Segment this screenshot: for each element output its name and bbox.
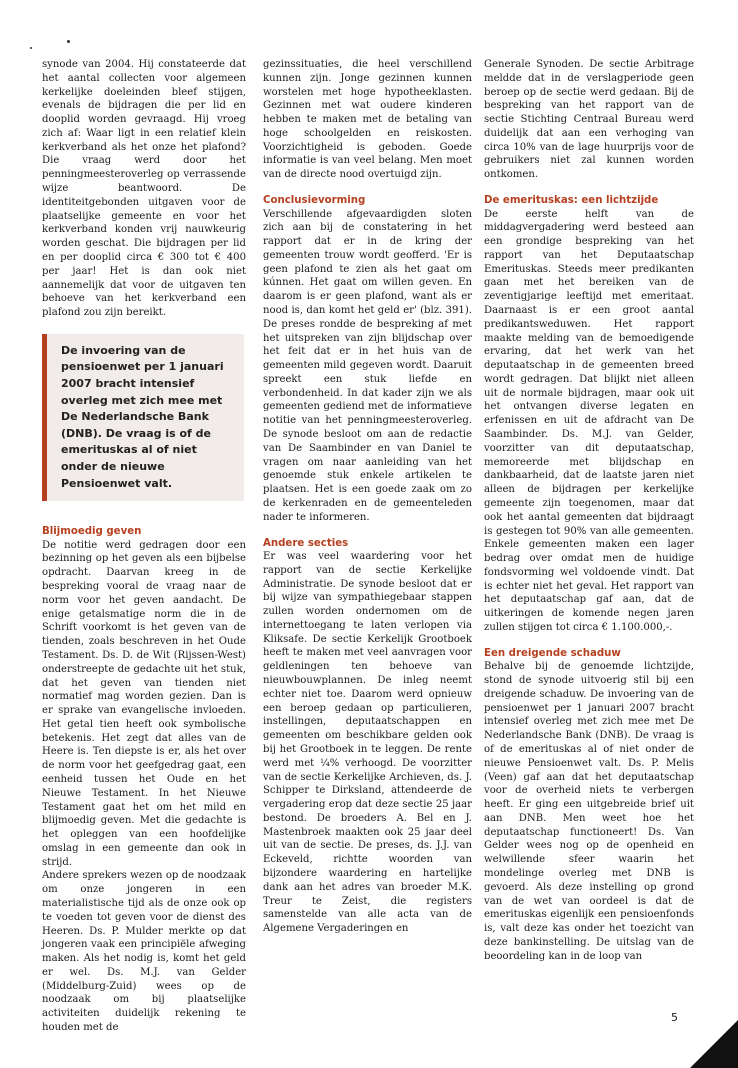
- section-heading-blijmoedig-geven: Blijmoedig geven: [42, 526, 142, 538]
- page-corner-triangle: [690, 1020, 738, 1068]
- body-paragraph: De notitie werd gedragen door een bezinning op het geven als een bijbelse opdracht. Daarvan kreeg in de bespreking vooral de vraag naar de norm voor het geven aandacht. De enige getalsmatige norm die in de Schrift voorkomt is het geven van de tienden, zoals beschreven in het Oude Testament. Ds. D. de Wit (Rijssen-West) onderstreepte de gedachte uit het stuk, dat het geven van tienden niet normatief mag worden gezien. Dan is er sprake van evangelische invloeden. Het getal tien heeft ook symbolische betekenis. Het zegt dat alles van de Heere is. Ten diepste is er, als het over de norm voor het geefgedrag gaat, een eenheid tussen het Oude en het Nieuwe Testament. In het Nieuwe Testament gaat het om het mild en blijmoedig geven. Met die gedachte is het opleggen van een hoofdelijke omslag in een gemeente dan ook in strijd.: [42, 539, 246, 868]
- section-heading-dreigende-schaduw: Een dreigende schaduw: [484, 647, 621, 659]
- body-paragraph: Andere sprekers wezen op de noodzaak om onze jongeren in een materialistische tijd als de onze ook op te voeden tot geven voor de dienst des Heeren. Ds. P. Mulder merkte op dat jongeren vaak een principiële afweging maken. Als het nodig is, komt het geld er wel. Ds. M.J. van Gelder (Middelburg-Zuid) wees op de noodzaak om bij plaatselijke activiteiten duidelijk rekening te houden met de: [42, 870, 246, 1034]
- body-paragraph: Verschillende afgevaardigden sloten zich aan bij de constatering in het rapport dat er in de kring der gemeenten trouw wordt geofferd. 'Er is geen plafond te zien als het gaat om kúnnen. Het gaat om willen geven. En daarom is er geen plafond, want als er nood is, dan komt het geld er' (blz. 391). De preses rondde de bespreking af met het uitspreken van zijn blijdschap over het feit dat er in het huis van de gemeenten mild gegeven wordt. Daaruit spreekt een stuk liefde en verbondenheid. In dat kader zijn we als gemeenten gediend met de informatieve notitie van het penningmeesteroverleg. De synode besloot om aan de redactie van De Saambinder en van Daniel te vragen om naar aanleiding van het genoemde stuk enkele artikelen te plaatsen. Het is een goede zaak om zo de kerkenraden en de gemeenteleden nader te informeren.: [263, 208, 472, 523]
- column-2: [263, 58, 472, 936]
- section-heading-emerituskas-lichtzijde: De emerituskas: een lichtzijde: [484, 195, 659, 207]
- column-3: [484, 58, 694, 963]
- pull-quote: De invoering van de pensioenwet per 1 januari 2007 bracht intensief overleg met zich mee met De Nederlandsche Bank (DNB). De vraag is of de emerituskas al of niet onder de nieuwe Pensioenwet valt.: [42, 334, 244, 501]
- section-heading-andere-secties: Andere secties: [263, 537, 349, 549]
- scan-speck: [30, 47, 32, 49]
- column-1: [42, 58, 246, 1035]
- body-paragraph: synode van 2004. Hij constateerde dat het aantal collecten voor algemeen kerkelijke doeleinden bleef stijgen, evenals de bijdragen die per lid en dooplid worden gevraagd. Hij vroeg zich af: Waar ligt in een relatief klein kerkverband als het onze het plafond? Die vraag werd door het penningmeesteroverleg op verrassende wijze beantwoord. De identiteitgebonden uitgaven voor de plaatselijke gemeente en voor het kerkverband konden vrij nauwkeurig worden geschat. Die bijdragen per lid en per dooplid circa € 300 tot € 400 per jaar! Het is dan ook niet aannemelijk dat voor de uitgaven ten behoeve van het kerkverband een plafond zou zijn bereikt.: [42, 59, 246, 319]
- body-paragraph: De eerste helft van de middagvergadering werd besteed aan een grondige bespreking van het rapport van het Deputaatschap Emerituskas. Steeds meer predikanten gaan met het bereiken van de zeventigjarige leeftijd met emeritaat. Daarnaast is er een groot aantal predikantsweduwen. Het rapport maakte melding van de bemoedigende ervaring, dat het werk van het deputaatschap in de gemeenten breed wordt gedragen. Dat blijkt niet alleen uit de normale bijdragen, maar ook uit het ontvangen diverse legaten en erfenissen en uit de afdracht van De Saambinder. Ds. M.J. van Gelder, voorzitter van dit deputaatschap, memoreerde met blijdschap en dankbaarheid, dat de laatste jaren niet alleen de bijdragen per kerkelijke gemeente zijn toegenomen, maar dat ook het aantal gemeenten dat bijdraagt is gestegen tot 90% van alle gemeenten. Enkele gemeenten maken een lager bedrag over omdat men de huidige fondsvorming wel voldoende vindt. Dat is echter niet het geval. Het rapport van het deputaatschap gaf aan, dat de uitkeringen de komende negen jaren zullen stijgen tot circa € 1.100.000,-.: [484, 208, 694, 633]
- body-paragraph: gezinssituaties, die heel verschillend kunnen zijn. Jonge gezinnen kunnen worstelen met hoge hypotheeklasten. Gezinnen met wat oudere kinderen hebben te maken met de betaling van hoge schoolgelden en reiskosten. Voorzichtigheid is geboden. Goede informatie is van veel belang. Men moet van de directe nood overtuigd zijn.: [263, 59, 472, 181]
- page-number: 5: [671, 1011, 678, 1024]
- scan-speck: [67, 40, 70, 43]
- body-paragraph: Behalve bij de genoemde lichtzijde, stond de synode uitvoerig stil bij een dreigende schaduw. De invoering van de pensioenwet per 1 januari 2007 bracht intensief overleg met zich mee met De Nederlandsche Bank (DNB). De vraag is of de emerituskas al of niet onder de nieuwe Pensioenwet valt. Ds. P. Melis (Veen) gaf aan dat het deputaatschap voor de overheid niets te verbergen heeft. Er ging een uitgebreide brief uit aan DNB. Men weet hoe het deputaatschap functioneert! Ds. Van Gelder wees nog op de openheid en welwillende sfeer waarin het mondelinge overleg met DNB is gevoerd. Als deze instelling op grond van de wet van oordeel is dat de emerituskas eigenlijk een pensioenfonds is, valt deze kas onder het toezicht van deze bankinstelling. De uitslag van de beoordeling kan in de loop van: [484, 661, 694, 962]
- body-paragraph: Er was veel waardering voor het rapport van de sectie Kerkelijke Administratie. De synode besloot dat er bij wijze van sympathiegebaar stappen zullen worden ondernomen om de internettoegang te laten verlopen via Kliksafe. De sectie Kerkelijk Grootboek heeft te maken met veel aanvragen voor geldleningen ten behoeve van nieuwbouwplannen. De inleg neemt echter niet toe. Daarom werd opnieuw een beroep gedaan op particulieren, instellingen, deputaatschappen en gemeenten om beschikbare gelden ook bij het Grootboek in te leggen. De rente werd met ¼% verhoogd. De voorzitter van de sectie Kerkelijke Archieven, ds. J. Schipper te Dirksland, attendeerde de vergadering erop dat deze sectie 25 jaar bestond. De broeders A. Bel en J. Mastenbroek maakten ook 25 jaar deel uit van de sectie. De preses, ds. J.J. van Eckeveld, richtte woorden van bijzondere waardering en hartelijke dank aan het adres van broeder M.K. Treur te Zeist, die registers samenstelde van alle acta van de Algemene Vergaderingen en: [263, 551, 472, 935]
- body-paragraph: Generale Synoden. De sectie Arbitrage meldde dat in de verslagperiode geen beroep op de sectie werd gedaan. Bij de bespreking van het rapport van de sectie Stichting Centraal Bureau werd duidelijk dat aan een verhoging van circa 10% van de lage huurprijs voor de gebruikers niet zal kunnen worden ontkomen.: [484, 59, 694, 181]
- section-heading-conclusievorming: Conclusievorming: [263, 195, 366, 207]
